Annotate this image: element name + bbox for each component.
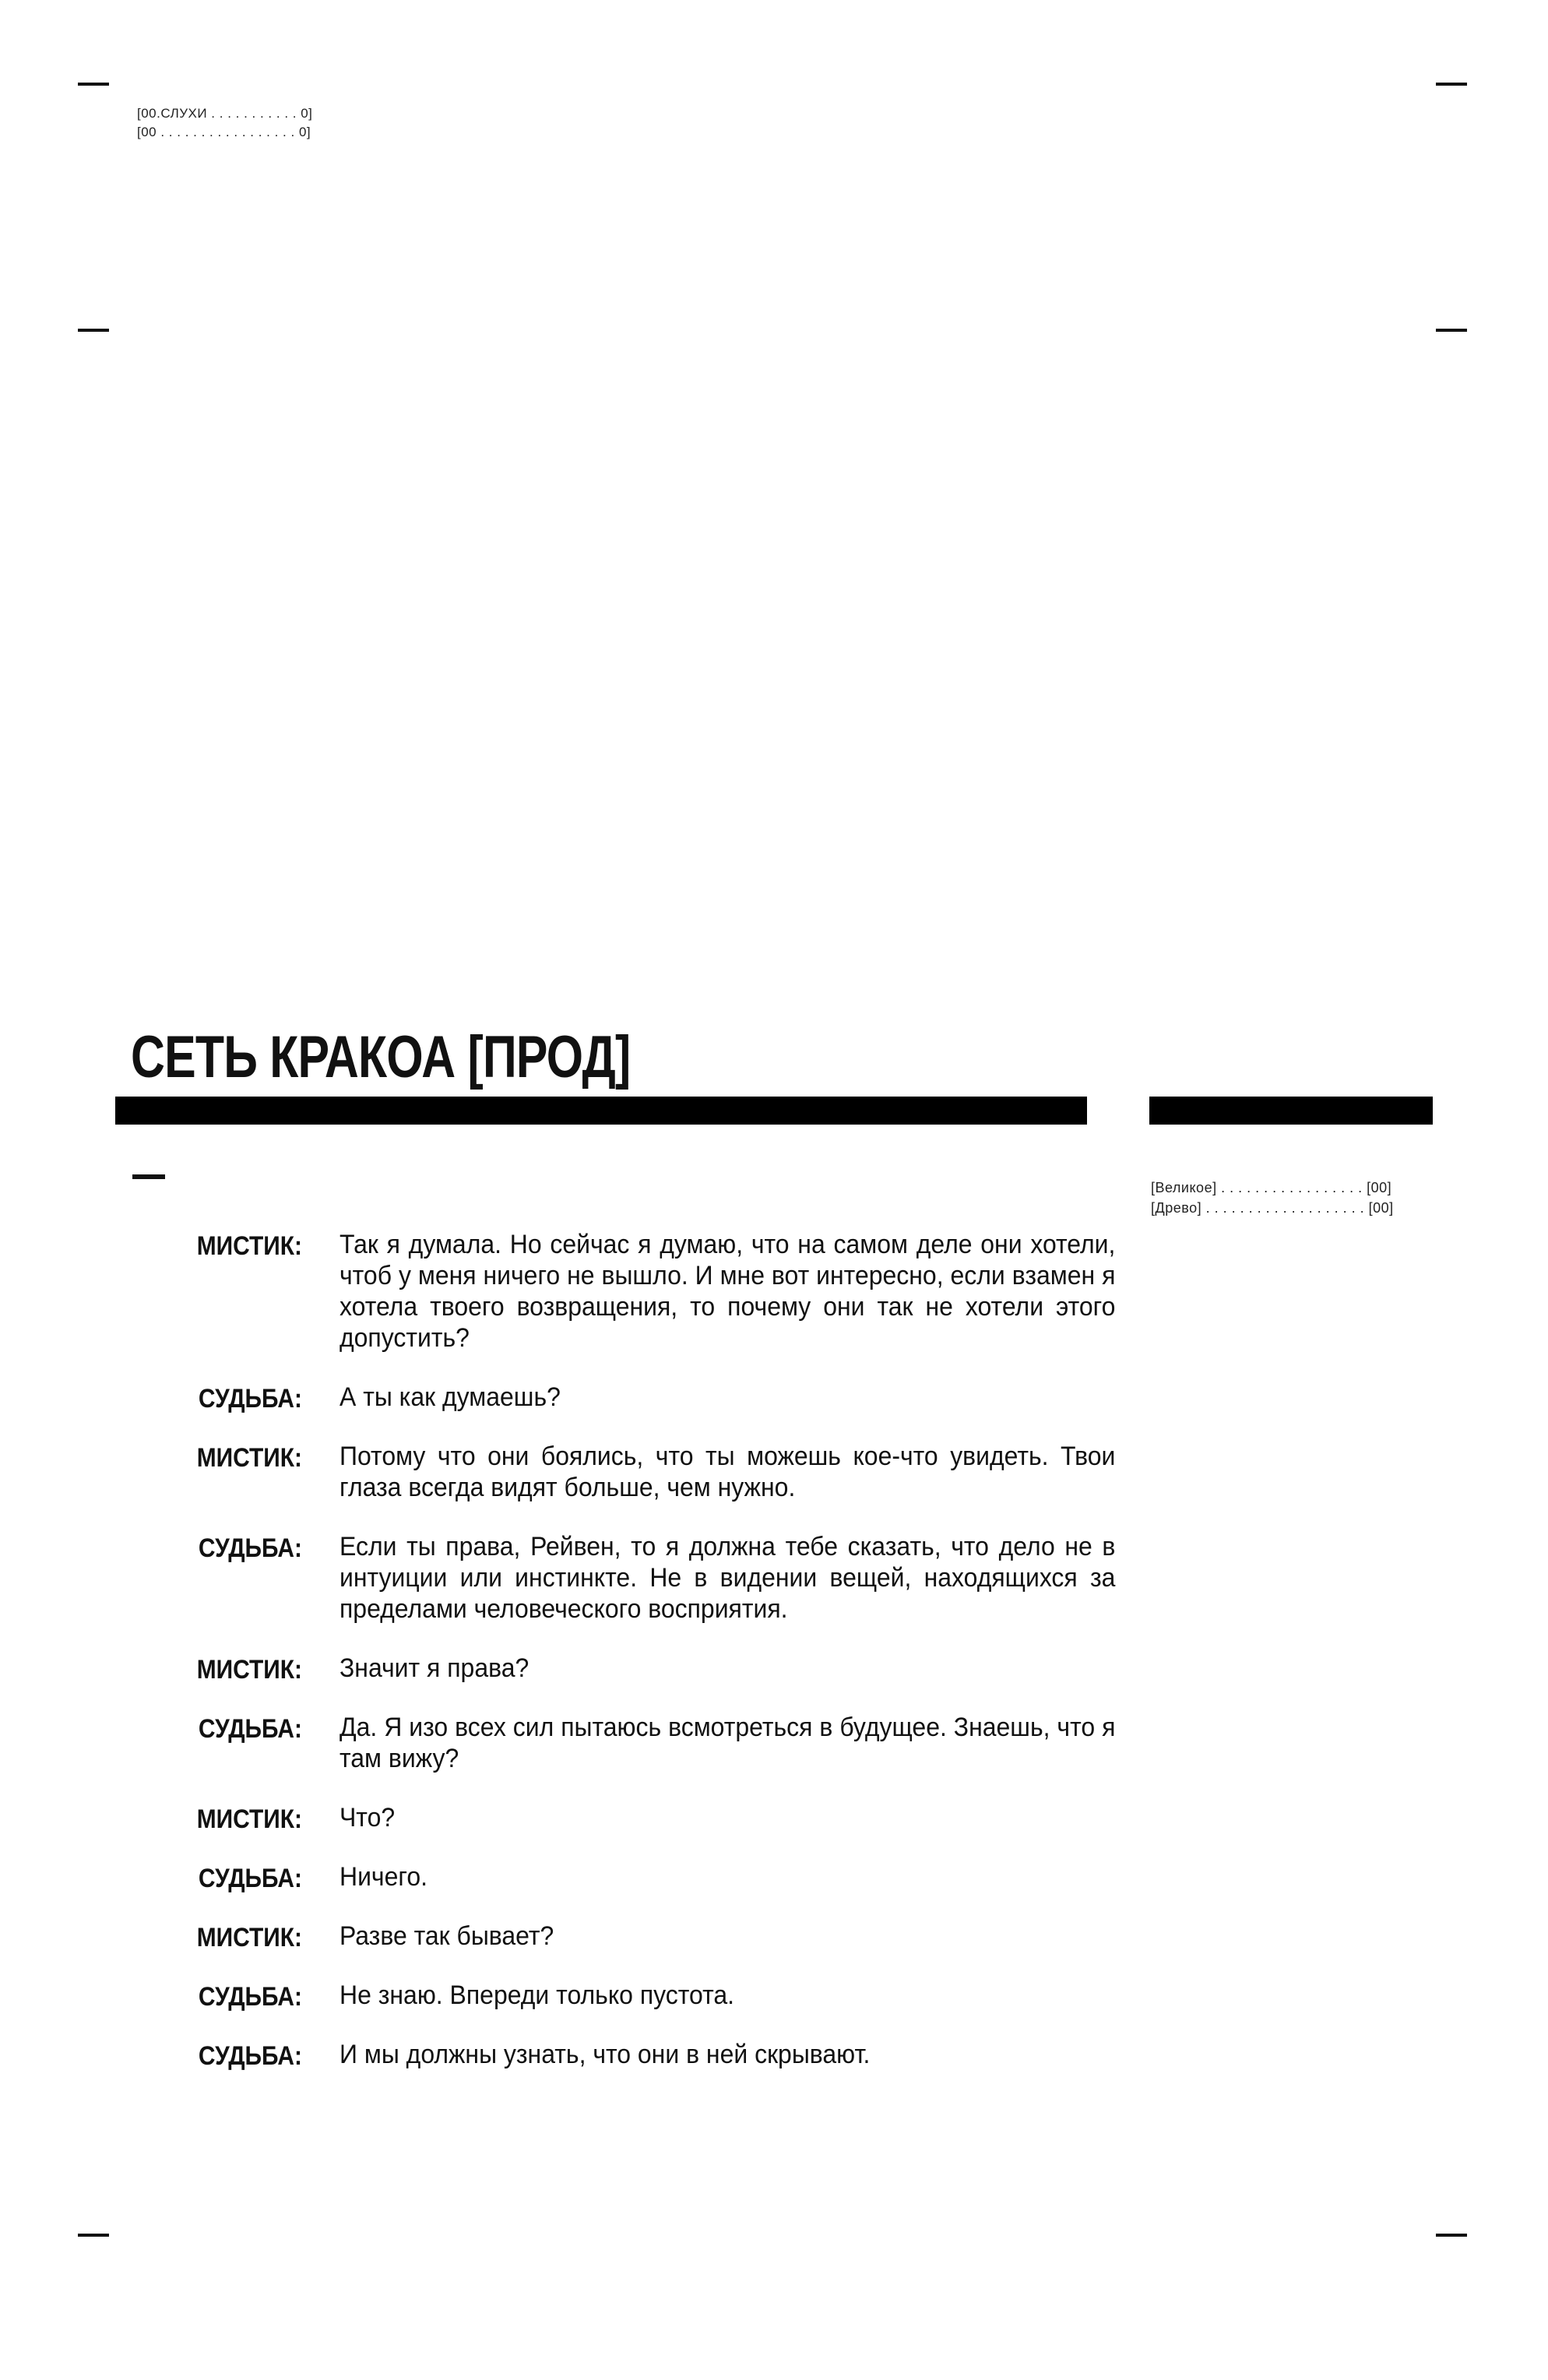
dialogue xyxy=(0,1229,1548,2098)
speaker-label: СУДЬБА: xyxy=(198,2041,302,2071)
speaker-label: СУДЬБА: xyxy=(198,1982,302,2012)
speaker-label: СУДЬБА: xyxy=(198,1533,302,1563)
speaker-label: МИСТИК: xyxy=(196,1804,302,1834)
speech-text: Что? xyxy=(340,1803,396,1833)
top-index xyxy=(137,104,312,142)
dialogue-line xyxy=(0,1531,1548,1625)
crop-mark-upper-right xyxy=(1436,329,1467,332)
section-dash xyxy=(132,1174,165,1179)
speech-text: А ты как думаешь? xyxy=(340,1382,561,1412)
dialogue-line xyxy=(0,1980,1548,2011)
speaker-label: СУДЬБА: xyxy=(198,1864,302,1893)
crop-mark-bottom-left xyxy=(78,2234,109,2237)
speaker-label: МИСТИК: xyxy=(196,1231,302,1261)
speaker-label: МИСТИК: xyxy=(196,1923,302,1952)
page-title: СЕТЬ КРАКОА [ПРОД] xyxy=(131,1024,631,1090)
speech-text: Значит я права? xyxy=(340,1653,529,1683)
speech-text: Да. Я изо всех сил пытаюсь всмотреться в будущее. Знаешь, что я там вижу? xyxy=(340,1713,1116,1773)
dialogue-line xyxy=(0,1802,1548,1833)
speech-text: Не знаю. Впереди только пустота. xyxy=(340,1980,735,2010)
dialogue-line xyxy=(0,1921,1548,1952)
speaker-label: МИСТИК: xyxy=(196,1443,302,1473)
speech-text: Ничего. xyxy=(340,1862,427,1892)
speaker-label: СУДЬБА: xyxy=(198,1384,302,1414)
side-index-entry: [Древо] . . . . . . . . . . . . . . . . . . . [00] xyxy=(1151,1200,1394,1216)
dialogue-line xyxy=(0,2039,1548,2070)
speech-text: Разве так бывает? xyxy=(340,1921,554,1951)
crop-mark-upper-left xyxy=(78,329,109,332)
speaker-label: МИСТИК: xyxy=(196,1655,302,1685)
dialogue-line xyxy=(0,1229,1548,1354)
dialogue-line xyxy=(0,1382,1548,1413)
top-index-entry: [00 . . . . . . . . . . . . . . . . . 0] xyxy=(137,125,311,139)
speech-text: Так я думала. Но сейчас я думаю, что на самом деле они хотели, чтоб у меня ничего не вышло. И мне вот интересно, если взамен я хотела твоего возвращения, то почему они так не хотели этого допустить? xyxy=(340,1230,1116,1353)
speech-text: Если ты права, Рейвен, то я должна тебе сказать, что дело не в интуиции или инстинкте. Не в видении вещей, находящихся за пределами человеческого восприятия. xyxy=(340,1532,1116,1624)
crop-mark-top-left xyxy=(78,83,109,86)
speaker-label: СУДЬБА: xyxy=(198,1714,302,1744)
speech-text: И мы должны узнать, что они в ней скрывают. xyxy=(340,2040,871,2069)
title-rule-bar xyxy=(115,1097,1087,1125)
dialogue-line xyxy=(0,1712,1548,1774)
side-index-entry: [Великое] . . . . . . . . . . . . . . . . . [00] xyxy=(1151,1180,1392,1195)
sidebar-rule-bar xyxy=(1149,1097,1433,1125)
side-index xyxy=(1151,1178,1394,1218)
speech-text: Потому что они боялись, что ты можешь кое-что увидеть. Твои глаза всегда видят больше, чем нужно. xyxy=(340,1442,1116,1502)
dialogue-line xyxy=(0,1861,1548,1892)
crop-mark-top-right xyxy=(1436,83,1467,86)
dialogue-line xyxy=(0,1441,1548,1503)
dialogue-line xyxy=(0,1653,1548,1684)
top-index-entry: [00.СЛУХИ . . . . . . . . . . . 0] xyxy=(137,106,313,121)
crop-mark-bottom-right xyxy=(1436,2234,1467,2237)
